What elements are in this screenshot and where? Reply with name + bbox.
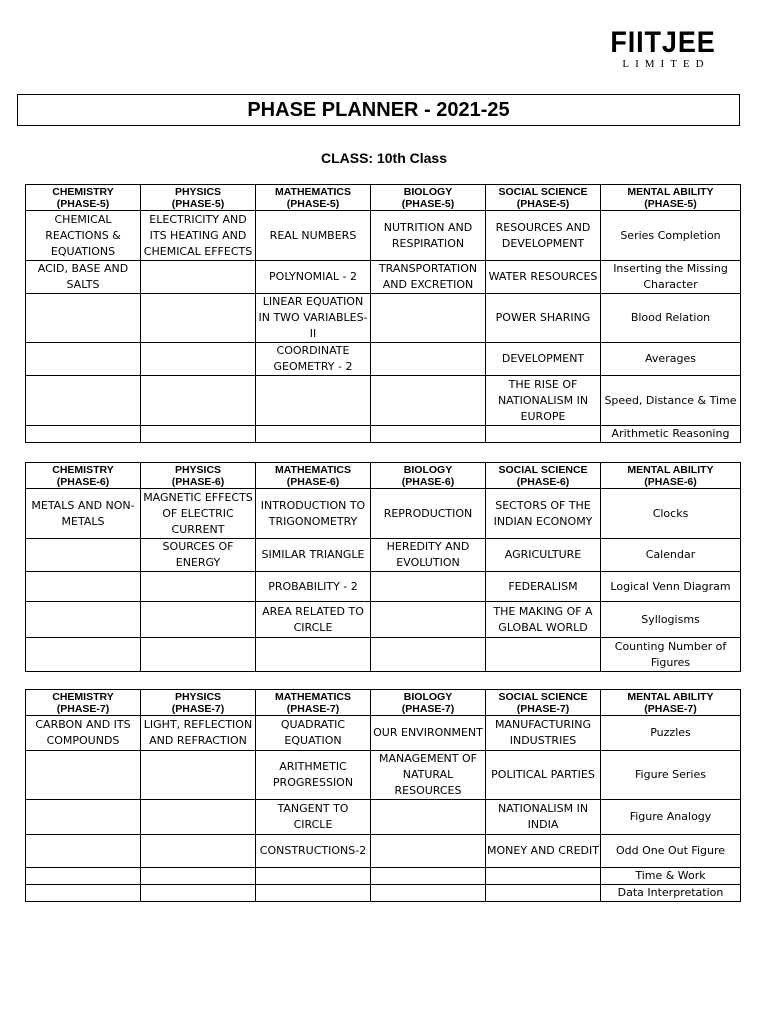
topic-cell: Puzzles (601, 716, 741, 751)
column-header (486, 185, 601, 211)
topic-cell: Inserting the Missing Character (601, 261, 741, 294)
topic-cell: Clocks (601, 489, 741, 539)
topic-cell (486, 885, 601, 902)
table-row (26, 376, 741, 426)
topic-cell: DEVELOPMENT (486, 343, 601, 376)
topic-cell: REPRODUCTION (371, 489, 486, 539)
column-header (26, 463, 141, 489)
phase-label: (PHASE-7) (516, 703, 570, 715)
topic-cell: SOURCES OF ENERGY (141, 539, 256, 572)
column-header (371, 185, 486, 211)
topic-cell (26, 376, 141, 426)
topic-cell (26, 426, 141, 443)
topic-cell: POWER SHARING (486, 294, 601, 343)
column-header (141, 185, 256, 211)
topic-cell: ELECTRICITY AND ITS HEATING AND CHEMICAL EFFECTS (141, 211, 256, 261)
subject-name: SOCIAL SCIENCE (498, 691, 588, 703)
table-row (26, 211, 741, 261)
topic-cell: TRANSPORTATION AND EXCRETION (371, 261, 486, 294)
topic-cell: LINEAR EQUATION IN TWO VARIABLES-II (256, 294, 371, 343)
phase-label: (PHASE-6) (286, 476, 340, 488)
subject-name: MATHEMATICS (274, 464, 352, 476)
phase-label: (PHASE-6) (516, 476, 570, 488)
topic-cell (141, 885, 256, 902)
phase-label: (PHASE-7) (401, 703, 455, 715)
table-row (26, 751, 741, 800)
topic-cell (486, 426, 601, 443)
topic-cell (141, 294, 256, 343)
topic-cell: MONEY AND CREDIT (486, 835, 601, 868)
topic-cell: FEDERALISM (486, 572, 601, 602)
topic-cell: Time & Work (601, 868, 741, 885)
topic-cell (26, 751, 141, 800)
phase-table (25, 184, 741, 443)
topic-cell: SECTORS OF THE INDIAN ECONOMY (486, 489, 601, 539)
topic-cell (26, 602, 141, 638)
topic-cell (26, 539, 141, 572)
phase-label: (PHASE-7) (56, 703, 110, 715)
topic-cell (256, 868, 371, 885)
subject-name: BIOLOGY (403, 691, 453, 703)
topic-cell (371, 294, 486, 343)
topic-cell (141, 343, 256, 376)
topic-cell: Speed, Distance & Time (601, 376, 741, 426)
phase-label: (PHASE-5) (56, 198, 110, 210)
topic-cell (26, 835, 141, 868)
subject-name: MENTAL ABILITY (627, 464, 714, 476)
topic-cell: CONSTRUCTIONS-2 (256, 835, 371, 868)
phase-label: (PHASE-6) (401, 476, 455, 488)
topic-cell (26, 343, 141, 376)
phase-label: (PHASE-5) (516, 198, 570, 210)
table-row (26, 261, 741, 294)
table-row (26, 426, 741, 443)
topic-cell: MAGNETIC EFFECTS OF ELECTRIC CURRENT (141, 489, 256, 539)
table-row (26, 800, 741, 835)
topic-cell: INTRODUCTION TO TRIGONOMETRY (256, 489, 371, 539)
topic-cell (256, 376, 371, 426)
page-title: PHASE PLANNER - 2021-25 (247, 98, 510, 121)
subject-name: PHYSICS (174, 464, 222, 476)
topic-cell (141, 376, 256, 426)
topic-cell: THE RISE OF NATIONALISM IN EUROPE (486, 376, 601, 426)
table-row (26, 868, 741, 885)
table-row (26, 638, 741, 672)
subject-name: PHYSICS (174, 186, 222, 198)
topic-cell: WATER RESOURCES (486, 261, 601, 294)
table-row (26, 602, 741, 638)
topic-cell: Data Interpretation (601, 885, 741, 902)
topic-cell: NUTRITION AND RESPIRATION (371, 211, 486, 261)
column-header (601, 185, 741, 211)
topic-cell (141, 751, 256, 800)
topic-cell (141, 638, 256, 672)
topic-cell (141, 426, 256, 443)
phase-label: (PHASE-7) (171, 703, 225, 715)
column-header (486, 463, 601, 489)
phase-label: (PHASE-7) (286, 703, 340, 715)
phase-table (25, 462, 741, 672)
subject-name: PHYSICS (174, 691, 222, 703)
column-header (371, 463, 486, 489)
topic-cell (256, 426, 371, 443)
column-header (256, 463, 371, 489)
subject-name: BIOLOGY (403, 464, 453, 476)
topic-cell (371, 868, 486, 885)
topic-cell: METALS AND NON-METALS (26, 489, 141, 539)
topic-cell: CARBON AND ITS COMPOUNDS (26, 716, 141, 751)
phase-label: (PHASE-5) (401, 198, 455, 210)
column-header (601, 690, 741, 716)
table-header-row (26, 463, 741, 489)
subject-name: MATHEMATICS (274, 691, 352, 703)
topic-cell (486, 638, 601, 672)
topic-cell: ARITHMETIC PROGRESSION (256, 751, 371, 800)
topic-cell: POLYNOMIAL - 2 (256, 261, 371, 294)
column-header (371, 690, 486, 716)
topic-cell (26, 885, 141, 902)
topic-cell: THE MAKING OF A GLOBAL WORLD (486, 602, 601, 638)
table-header-row (26, 185, 741, 211)
column-header (141, 690, 256, 716)
table-row (26, 343, 741, 376)
subject-name: CHEMISTRY (52, 691, 114, 703)
phase-table (25, 689, 741, 902)
topic-cell: TANGENT TO CIRCLE (256, 800, 371, 835)
topic-cell: MANUFACTURING INDUSTRIES (486, 716, 601, 751)
topic-cell (141, 602, 256, 638)
subject-name: MENTAL ABILITY (627, 691, 714, 703)
topic-cell (141, 261, 256, 294)
topic-cell: Syllogisms (601, 602, 741, 638)
phase-label: (PHASE-6) (56, 476, 110, 488)
topic-cell: OUR ENVIRONMENT (371, 716, 486, 751)
table-row (26, 716, 741, 751)
phase-label: (PHASE-5) (286, 198, 340, 210)
topic-cell: Counting Number of Figures (601, 638, 741, 672)
topic-cell (371, 638, 486, 672)
subject-name: SOCIAL SCIENCE (498, 464, 588, 476)
topic-cell (26, 572, 141, 602)
topic-cell: HEREDITY AND EVOLUTION (371, 539, 486, 572)
topic-cell: AREA RELATED TO CIRCLE (256, 602, 371, 638)
phase-label: (PHASE-5) (644, 198, 697, 210)
topic-cell (26, 868, 141, 885)
topic-cell (371, 426, 486, 443)
topic-cell: QUADRATIC EQUATION (256, 716, 371, 751)
phase-label: (PHASE-7) (644, 703, 697, 715)
topic-cell (371, 572, 486, 602)
subject-name: CHEMISTRY (52, 186, 114, 198)
topic-cell (141, 800, 256, 835)
topic-cell: Logical Venn Diagram (601, 572, 741, 602)
topic-cell: Blood Relation (601, 294, 741, 343)
topic-cell: RESOURCES AND DEVELOPMENT (486, 211, 601, 261)
table-row (26, 539, 741, 572)
topic-cell (141, 572, 256, 602)
title-box (17, 94, 740, 126)
topic-cell: SIMILAR TRIANGLE (256, 539, 371, 572)
topic-cell: Figure Analogy (601, 800, 741, 835)
phase-label: (PHASE-6) (644, 476, 697, 488)
topic-cell: MANAGEMENT OF NATURAL RESOURCES (371, 751, 486, 800)
topic-cell: Series Completion (601, 211, 741, 261)
subject-name: SOCIAL SCIENCE (498, 186, 588, 198)
topic-cell: PROBABILITY - 2 (256, 572, 371, 602)
topic-cell: Figure Series (601, 751, 741, 800)
phase-label: (PHASE-5) (171, 198, 225, 210)
phase-label: (PHASE-6) (171, 476, 225, 488)
column-header (26, 690, 141, 716)
topic-cell (371, 602, 486, 638)
topic-cell: CHEMICAL REACTIONS & EQUATIONS (26, 211, 141, 261)
subject-name: MATHEMATICS (274, 186, 352, 198)
topic-cell (141, 835, 256, 868)
topic-cell: COORDINATE GEOMETRY - 2 (256, 343, 371, 376)
column-header (256, 185, 371, 211)
topic-cell (256, 638, 371, 672)
logo-wordmark: FIITJEE (610, 26, 716, 59)
topic-cell: POLITICAL PARTIES (486, 751, 601, 800)
topic-cell: REAL NUMBERS (256, 211, 371, 261)
topic-cell: NATIONALISM IN INDIA (486, 800, 601, 835)
topic-cell: Averages (601, 343, 741, 376)
topic-cell: Arithmetic Reasoning (601, 426, 741, 443)
topic-cell (371, 376, 486, 426)
topic-cell: AGRICULTURE (486, 539, 601, 572)
topic-cell (371, 800, 486, 835)
table-row (26, 572, 741, 602)
fiitjee-logo (603, 28, 723, 70)
column-header (256, 690, 371, 716)
table-row (26, 885, 741, 902)
logo-subtitle: LIMITED (622, 58, 710, 70)
topic-cell (26, 294, 141, 343)
subject-name: CHEMISTRY (52, 464, 114, 476)
topic-cell (371, 343, 486, 376)
column-header (26, 185, 141, 211)
topic-cell (486, 868, 601, 885)
table-row (26, 294, 741, 343)
topic-cell (371, 885, 486, 902)
topic-cell (371, 835, 486, 868)
column-header (141, 463, 256, 489)
topic-cell (26, 638, 141, 672)
column-header (486, 690, 601, 716)
table-header-row (26, 690, 741, 716)
topic-cell (256, 885, 371, 902)
table-row (26, 835, 741, 868)
subject-name: MENTAL ABILITY (627, 186, 714, 198)
topic-cell: Calendar (601, 539, 741, 572)
class-label: CLASS: 10th Class (320, 150, 448, 166)
column-header (601, 463, 741, 489)
topic-cell (141, 868, 256, 885)
topic-cell: LIGHT, REFLECTION AND REFRACTION (141, 716, 256, 751)
topic-cell (26, 800, 141, 835)
subject-name: BIOLOGY (403, 186, 453, 198)
topic-cell: ACID, BASE AND SALTS (26, 261, 141, 294)
topic-cell: Odd One Out Figure (601, 835, 741, 868)
table-row (26, 489, 741, 539)
